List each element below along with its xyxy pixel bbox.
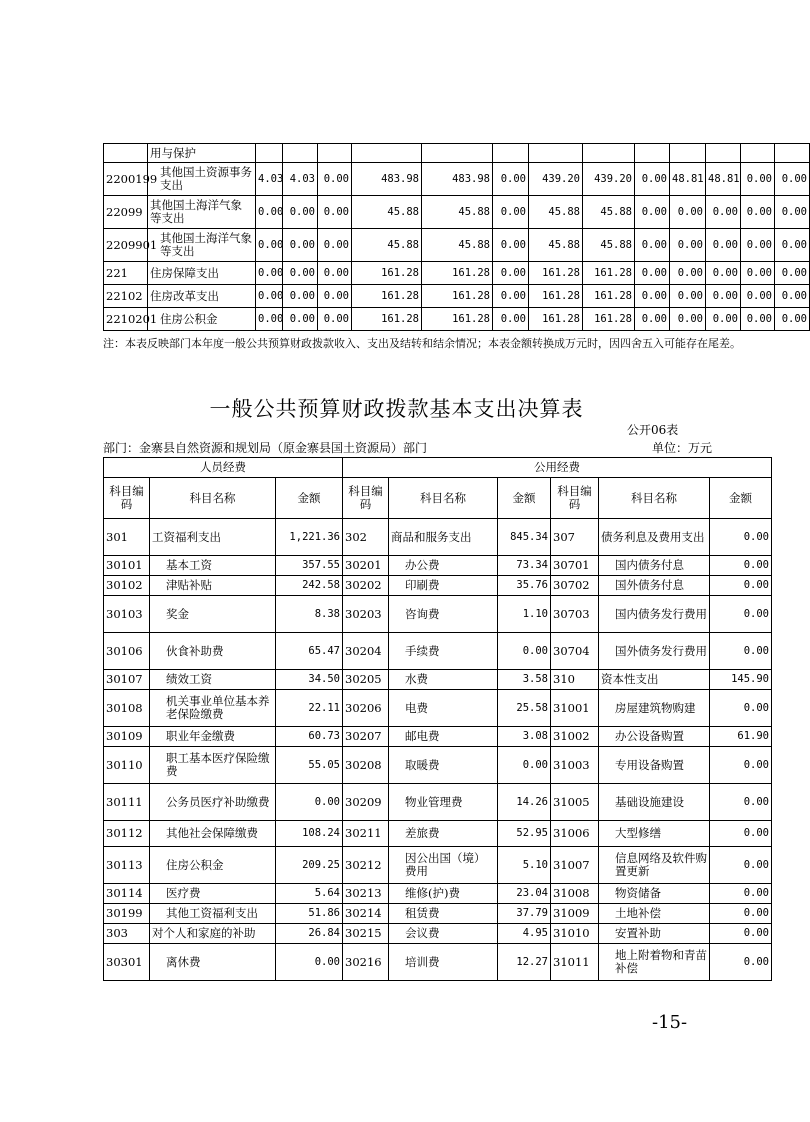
subject-name: 土地补偿	[599, 904, 710, 924]
subject-code: 31009	[551, 904, 599, 924]
header-name: 科目名称	[389, 478, 498, 519]
subject-code: 30212	[343, 847, 389, 884]
subject-code: 30113	[104, 847, 150, 884]
subject-name: 办公设备购置	[599, 727, 710, 747]
subject-code: 30103	[104, 596, 150, 633]
amount-cell	[493, 144, 529, 163]
subject-name: 国内债务付息	[599, 556, 710, 576]
subject-name: 对个人和家庭的补助	[150, 924, 276, 944]
subject-name: 差旅费	[389, 821, 498, 847]
subject-code: 303	[104, 924, 150, 944]
subject-code: 31005	[551, 784, 599, 821]
subject-code: 30106	[104, 633, 150, 670]
amount-cell	[635, 144, 670, 163]
subject-code: 30107	[104, 670, 150, 690]
amount-cell: 37.79	[498, 904, 551, 924]
subject-name: 资本性支出	[599, 670, 710, 690]
amount-cell: 0.00	[710, 690, 772, 727]
amount-cell	[283, 144, 318, 163]
page-number: -15-	[652, 1012, 688, 1033]
table-row	[104, 884, 772, 904]
subject-name: 住房公积金	[148, 308, 256, 331]
subject-code: 30701	[551, 556, 599, 576]
amount-cell: 0.00	[493, 163, 529, 196]
amount-cell: 0.00	[256, 196, 283, 229]
subject-name: 手续费	[389, 633, 498, 670]
subject-code: 30102	[104, 576, 150, 596]
subject-name: 电费	[389, 690, 498, 727]
amount-cell: 23.04	[498, 884, 551, 904]
amount-cell: 45.88	[422, 196, 493, 229]
amount-cell: 34.50	[276, 670, 343, 690]
amount-cell: 61.90	[710, 727, 772, 747]
subject-code: 307	[551, 519, 599, 556]
amount-cell: 0.00	[710, 596, 772, 633]
subject-code: 30209	[343, 784, 389, 821]
amount-cell: 1,221.36	[276, 519, 343, 556]
table-row	[104, 163, 810, 196]
amount-cell: 0.00	[283, 229, 318, 262]
amount-cell: 60.73	[276, 727, 343, 747]
amount-cell: 0.00	[741, 196, 775, 229]
table-row	[104, 285, 810, 308]
subject-name: 其他国土海洋气象等支出	[148, 229, 256, 262]
subject-code: 30702	[551, 576, 599, 596]
amount-cell: 161.28	[352, 262, 422, 285]
header-code: 科目编码	[343, 478, 389, 519]
amount-cell: 52.95	[498, 821, 551, 847]
amount-cell	[583, 144, 635, 163]
subject-name: 绩效工资	[150, 670, 276, 690]
table-row	[104, 196, 810, 229]
amount-cell: 0.00	[775, 285, 810, 308]
subject-code: 30301	[104, 944, 150, 981]
amount-cell: 26.84	[276, 924, 343, 944]
table-row	[104, 944, 772, 981]
subject-code: 30208	[343, 747, 389, 784]
table-row	[104, 596, 772, 633]
amount-cell: 0.00	[635, 229, 670, 262]
amount-cell: 45.88	[422, 229, 493, 262]
subject-name: 住房改革支出	[148, 285, 256, 308]
subject-name: 伙食补助费	[150, 633, 276, 670]
amount-cell: 0.00	[710, 784, 772, 821]
unit-label: 单位：万元	[652, 441, 713, 455]
amount-cell: 0.00	[318, 262, 352, 285]
amount-cell: 0.00	[276, 944, 343, 981]
subject-code: 310	[551, 670, 599, 690]
amount-cell: 0.00	[283, 308, 318, 331]
amount-cell: 4.03	[283, 163, 318, 196]
amount-cell: 161.28	[352, 285, 422, 308]
subject-code: 30110	[104, 747, 150, 784]
amount-cell: 0.00	[256, 229, 283, 262]
amount-cell: 1.10	[498, 596, 551, 633]
amount-cell: 0.00	[710, 556, 772, 576]
subject-code: 30112	[104, 821, 150, 847]
subject-name: 咨询费	[389, 596, 498, 633]
basic-expenditure-table	[103, 457, 772, 981]
subject-code: 30199	[104, 904, 150, 924]
subject-code: 31006	[551, 821, 599, 847]
table-row	[104, 556, 772, 576]
amount-cell	[741, 144, 775, 163]
amount-cell: 0.00	[706, 229, 741, 262]
table-row	[104, 821, 772, 847]
header-amount: 金额	[498, 478, 551, 519]
amount-cell: 0.00	[670, 262, 706, 285]
amount-cell: 0.00	[318, 308, 352, 331]
subject-code: 30214	[343, 904, 389, 924]
amount-cell: 0.00	[670, 229, 706, 262]
header-amount: 金额	[276, 478, 343, 519]
amount-cell: 0.00	[710, 884, 772, 904]
subject-code: 30114	[104, 884, 150, 904]
amount-cell: 45.88	[529, 229, 583, 262]
subject-name: 房屋建筑物购建	[599, 690, 710, 727]
amount-cell: 4.03	[256, 163, 283, 196]
subject-code: 30203	[343, 596, 389, 633]
subject-name: 租赁费	[389, 904, 498, 924]
amount-cell: 0.00	[635, 163, 670, 196]
table-row	[104, 229, 810, 262]
table-row	[104, 747, 772, 784]
amount-cell: 5.64	[276, 884, 343, 904]
amount-cell: 0.00	[710, 847, 772, 884]
subject-name: 其他社会保障缴费	[150, 821, 276, 847]
amount-cell: 45.88	[352, 229, 422, 262]
page-title: 一般公共预算财政拨款基本支出决算表	[209, 397, 584, 421]
subject-code: 30205	[343, 670, 389, 690]
subject-name: 专用设备购置	[599, 747, 710, 784]
amount-cell: 45.88	[583, 229, 635, 262]
table-row	[104, 847, 772, 884]
subject-name: 工资福利支出	[150, 519, 276, 556]
group-personnel: 人员经费	[104, 458, 343, 478]
group-public: 公用经费	[343, 458, 772, 478]
subject-code: 2200199	[104, 163, 148, 196]
amount-cell: 3.58	[498, 670, 551, 690]
amount-cell: 0.00	[276, 784, 343, 821]
subject-code: 30215	[343, 924, 389, 944]
amount-cell: 0.00	[493, 196, 529, 229]
amount-cell: 0.00	[706, 262, 741, 285]
subject-code: 30204	[343, 633, 389, 670]
table-note: 注：本表反映部门本年度一般公共预算财政拨款收入、支出及结转和结余情况；本表金额转换成万元时，因四舍五入可能存在尾差。	[103, 337, 741, 350]
table-row	[104, 519, 772, 556]
amount-cell: 0.00	[741, 262, 775, 285]
amount-cell: 161.28	[422, 308, 493, 331]
amount-cell: 0.00	[741, 229, 775, 262]
amount-cell: 439.20	[529, 163, 583, 196]
amount-cell: 45.88	[529, 196, 583, 229]
amount-cell: 65.47	[276, 633, 343, 670]
amount-cell: 0.00	[670, 196, 706, 229]
subject-name: 商品和服务支出	[389, 519, 498, 556]
amount-cell: 0.00	[318, 163, 352, 196]
income-expenditure-table-continued	[103, 143, 810, 331]
amount-cell: 0.00	[710, 821, 772, 847]
subject-code: 30207	[343, 727, 389, 747]
amount-cell: 5.10	[498, 847, 551, 884]
amount-cell: 0.00	[706, 196, 741, 229]
subject-name: 医疗费	[150, 884, 276, 904]
table-row	[104, 904, 772, 924]
subject-code: 31008	[551, 884, 599, 904]
subject-name: 住房公积金	[150, 847, 276, 884]
subject-name: 奖金	[150, 596, 276, 633]
subject-code	[104, 144, 148, 163]
amount-cell: 22.11	[276, 690, 343, 727]
amount-cell: 161.28	[422, 262, 493, 285]
amount-cell: 161.28	[583, 308, 635, 331]
subject-code: 30206	[343, 690, 389, 727]
subject-code: 31007	[551, 847, 599, 884]
amount-cell: 483.98	[352, 163, 422, 196]
subject-name: 国内债务发行费用	[599, 596, 710, 633]
subject-name: 大型修缮	[599, 821, 710, 847]
amount-cell: 14.26	[498, 784, 551, 821]
subject-code: 30111	[104, 784, 150, 821]
amount-cell: 357.55	[276, 556, 343, 576]
subject-name: 安置补助	[599, 924, 710, 944]
subject-name: 信息网络及软件购置更新	[599, 847, 710, 884]
subject-name: 印刷费	[389, 576, 498, 596]
amount-cell: 0.00	[710, 944, 772, 981]
amount-cell	[529, 144, 583, 163]
amount-cell: 3.08	[498, 727, 551, 747]
amount-cell: 0.00	[710, 924, 772, 944]
header-name: 科目名称	[599, 478, 710, 519]
amount-cell: 0.00	[741, 163, 775, 196]
subject-code: 301	[104, 519, 150, 556]
subject-name: 物资储备	[599, 884, 710, 904]
subject-name: 因公出国（境）费用	[389, 847, 498, 884]
subject-code: 30109	[104, 727, 150, 747]
amount-cell	[422, 144, 493, 163]
subject-code: 2209901	[104, 229, 148, 262]
amount-cell: 0.00	[775, 308, 810, 331]
subject-name: 其他国土海洋气象等支出	[148, 196, 256, 229]
subject-name: 职工基本医疗保险缴费	[150, 747, 276, 784]
amount-cell: 161.28	[352, 308, 422, 331]
table-row	[104, 690, 772, 727]
subject-name: 住房保障支出	[148, 262, 256, 285]
amount-cell: 0.00	[670, 285, 706, 308]
subject-name: 津贴补贴	[150, 576, 276, 596]
amount-cell: 439.20	[583, 163, 635, 196]
subject-name: 基础设施建设	[599, 784, 710, 821]
amount-cell: 161.28	[583, 285, 635, 308]
amount-cell: 161.28	[529, 308, 583, 331]
subject-code: 30108	[104, 690, 150, 727]
subject-name: 国外债务发行费用	[599, 633, 710, 670]
amount-cell: 145.90	[710, 670, 772, 690]
subject-name: 邮电费	[389, 727, 498, 747]
header-code: 科目编码	[104, 478, 150, 519]
subject-name: 水费	[389, 670, 498, 690]
amount-cell: 0.00	[741, 285, 775, 308]
subject-name: 债务利息及费用支出	[599, 519, 710, 556]
subject-code: 22099	[104, 196, 148, 229]
subject-code: 30201	[343, 556, 389, 576]
amount-cell: 0.00	[741, 308, 775, 331]
amount-cell: 0.00	[493, 229, 529, 262]
subject-code: 2210201	[104, 308, 148, 331]
amount-cell: 0.00	[710, 747, 772, 784]
amount-cell: 161.28	[529, 262, 583, 285]
subject-name: 办公费	[389, 556, 498, 576]
amount-cell: 0.00	[706, 285, 741, 308]
amount-cell: 161.28	[583, 262, 635, 285]
amount-cell: 0.00	[318, 229, 352, 262]
amount-cell: 0.00	[256, 308, 283, 331]
subject-name: 公务员医疗补助缴费	[150, 784, 276, 821]
amount-cell: 161.28	[529, 285, 583, 308]
subject-name: 维修(护)费	[389, 884, 498, 904]
amount-cell: 51.86	[276, 904, 343, 924]
amount-cell: 0.00	[775, 163, 810, 196]
amount-cell: 0.00	[493, 308, 529, 331]
subject-name: 取暖费	[389, 747, 498, 784]
amount-cell: 0.00	[256, 285, 283, 308]
amount-cell: 0.00	[775, 262, 810, 285]
amount-cell: 209.25	[276, 847, 343, 884]
subject-name: 职业年金缴费	[150, 727, 276, 747]
subject-name: 其他工资福利支出	[150, 904, 276, 924]
subject-name: 国外债务付息	[599, 576, 710, 596]
subject-code: 30211	[343, 821, 389, 847]
table-row	[104, 633, 772, 670]
subject-code: 22102	[104, 285, 148, 308]
subject-name: 培训费	[389, 944, 498, 981]
amount-cell: 0.00	[710, 576, 772, 596]
amount-cell: 161.28	[422, 285, 493, 308]
subject-code: 31001	[551, 690, 599, 727]
amount-cell: 0.00	[775, 196, 810, 229]
table-row	[104, 784, 772, 821]
subject-code: 30216	[343, 944, 389, 981]
amount-cell: 0.00	[635, 308, 670, 331]
amount-cell: 55.05	[276, 747, 343, 784]
subject-code: 30101	[104, 556, 150, 576]
header-name: 科目名称	[150, 478, 276, 519]
amount-cell: 0.00	[283, 285, 318, 308]
amount-cell	[670, 144, 706, 163]
amount-cell	[318, 144, 352, 163]
subject-code: 30703	[551, 596, 599, 633]
amount-cell	[706, 144, 741, 163]
group-header-row	[104, 458, 772, 478]
subject-code: 31011	[551, 944, 599, 981]
amount-cell: 4.95	[498, 924, 551, 944]
subject-name: 机关事业单位基本养老保险缴费	[150, 690, 276, 727]
subject-name: 基本工资	[150, 556, 276, 576]
amount-cell: 108.24	[276, 821, 343, 847]
amount-cell: 0.00	[498, 747, 551, 784]
subject-name: 用与保护	[148, 144, 256, 163]
amount-cell: 45.88	[352, 196, 422, 229]
amount-cell: 8.38	[276, 596, 343, 633]
amount-cell: 0.00	[256, 262, 283, 285]
amount-cell: 483.98	[422, 163, 493, 196]
table-number: 公开06表	[627, 423, 679, 437]
header-code: 科目编码	[551, 478, 599, 519]
amount-cell: 48.81	[706, 163, 741, 196]
amount-cell: 0.00	[318, 196, 352, 229]
table-row	[104, 727, 772, 747]
table-row	[104, 308, 810, 331]
table-row	[104, 262, 810, 285]
header-amount: 金额	[710, 478, 772, 519]
amount-cell: 73.34	[498, 556, 551, 576]
subject-code: 31002	[551, 727, 599, 747]
amount-cell: 0.00	[706, 308, 741, 331]
subject-name: 离休费	[150, 944, 276, 981]
department-label: 部门：金寨县自然资源和规划局（原金寨县国土资源局）部门	[103, 441, 428, 455]
amount-cell: 242.58	[276, 576, 343, 596]
amount-cell: 0.00	[283, 196, 318, 229]
amount-cell: 0.00	[635, 196, 670, 229]
amount-cell: 48.81	[670, 163, 706, 196]
amount-cell: 35.76	[498, 576, 551, 596]
amount-cell: 0.00	[493, 285, 529, 308]
subject-code: 30704	[551, 633, 599, 670]
table-row	[104, 576, 772, 596]
amount-cell	[352, 144, 422, 163]
amount-cell: 0.00	[318, 285, 352, 308]
amount-cell: 0.00	[710, 519, 772, 556]
column-header-row	[104, 478, 772, 519]
subject-code: 31010	[551, 924, 599, 944]
table-row	[104, 144, 810, 163]
amount-cell: 0.00	[775, 229, 810, 262]
table-row	[104, 924, 772, 944]
amount-cell: 12.27	[498, 944, 551, 981]
subject-code: 221	[104, 262, 148, 285]
subject-name: 物业管理费	[389, 784, 498, 821]
subject-name: 其他国土资源事务支出	[148, 163, 256, 196]
amount-cell: 0.00	[635, 262, 670, 285]
amount-cell	[775, 144, 810, 163]
amount-cell: 0.00	[670, 308, 706, 331]
amount-cell: 0.00	[283, 262, 318, 285]
amount-cell: 45.88	[583, 196, 635, 229]
amount-cell: 25.58	[498, 690, 551, 727]
subject-code: 30213	[343, 884, 389, 904]
subject-code: 302	[343, 519, 389, 556]
amount-cell: 0.00	[493, 262, 529, 285]
subject-name: 地上附着物和青苗补偿	[599, 944, 710, 981]
amount-cell: 0.00	[635, 285, 670, 308]
amount-cell: 845.34	[498, 519, 551, 556]
subject-code: 30202	[343, 576, 389, 596]
amount-cell: 0.00	[710, 904, 772, 924]
amount-cell: 0.00	[498, 633, 551, 670]
subject-name: 会议费	[389, 924, 498, 944]
subject-code: 31003	[551, 747, 599, 784]
amount-cell	[256, 144, 283, 163]
amount-cell: 0.00	[710, 633, 772, 670]
table-row	[104, 670, 772, 690]
